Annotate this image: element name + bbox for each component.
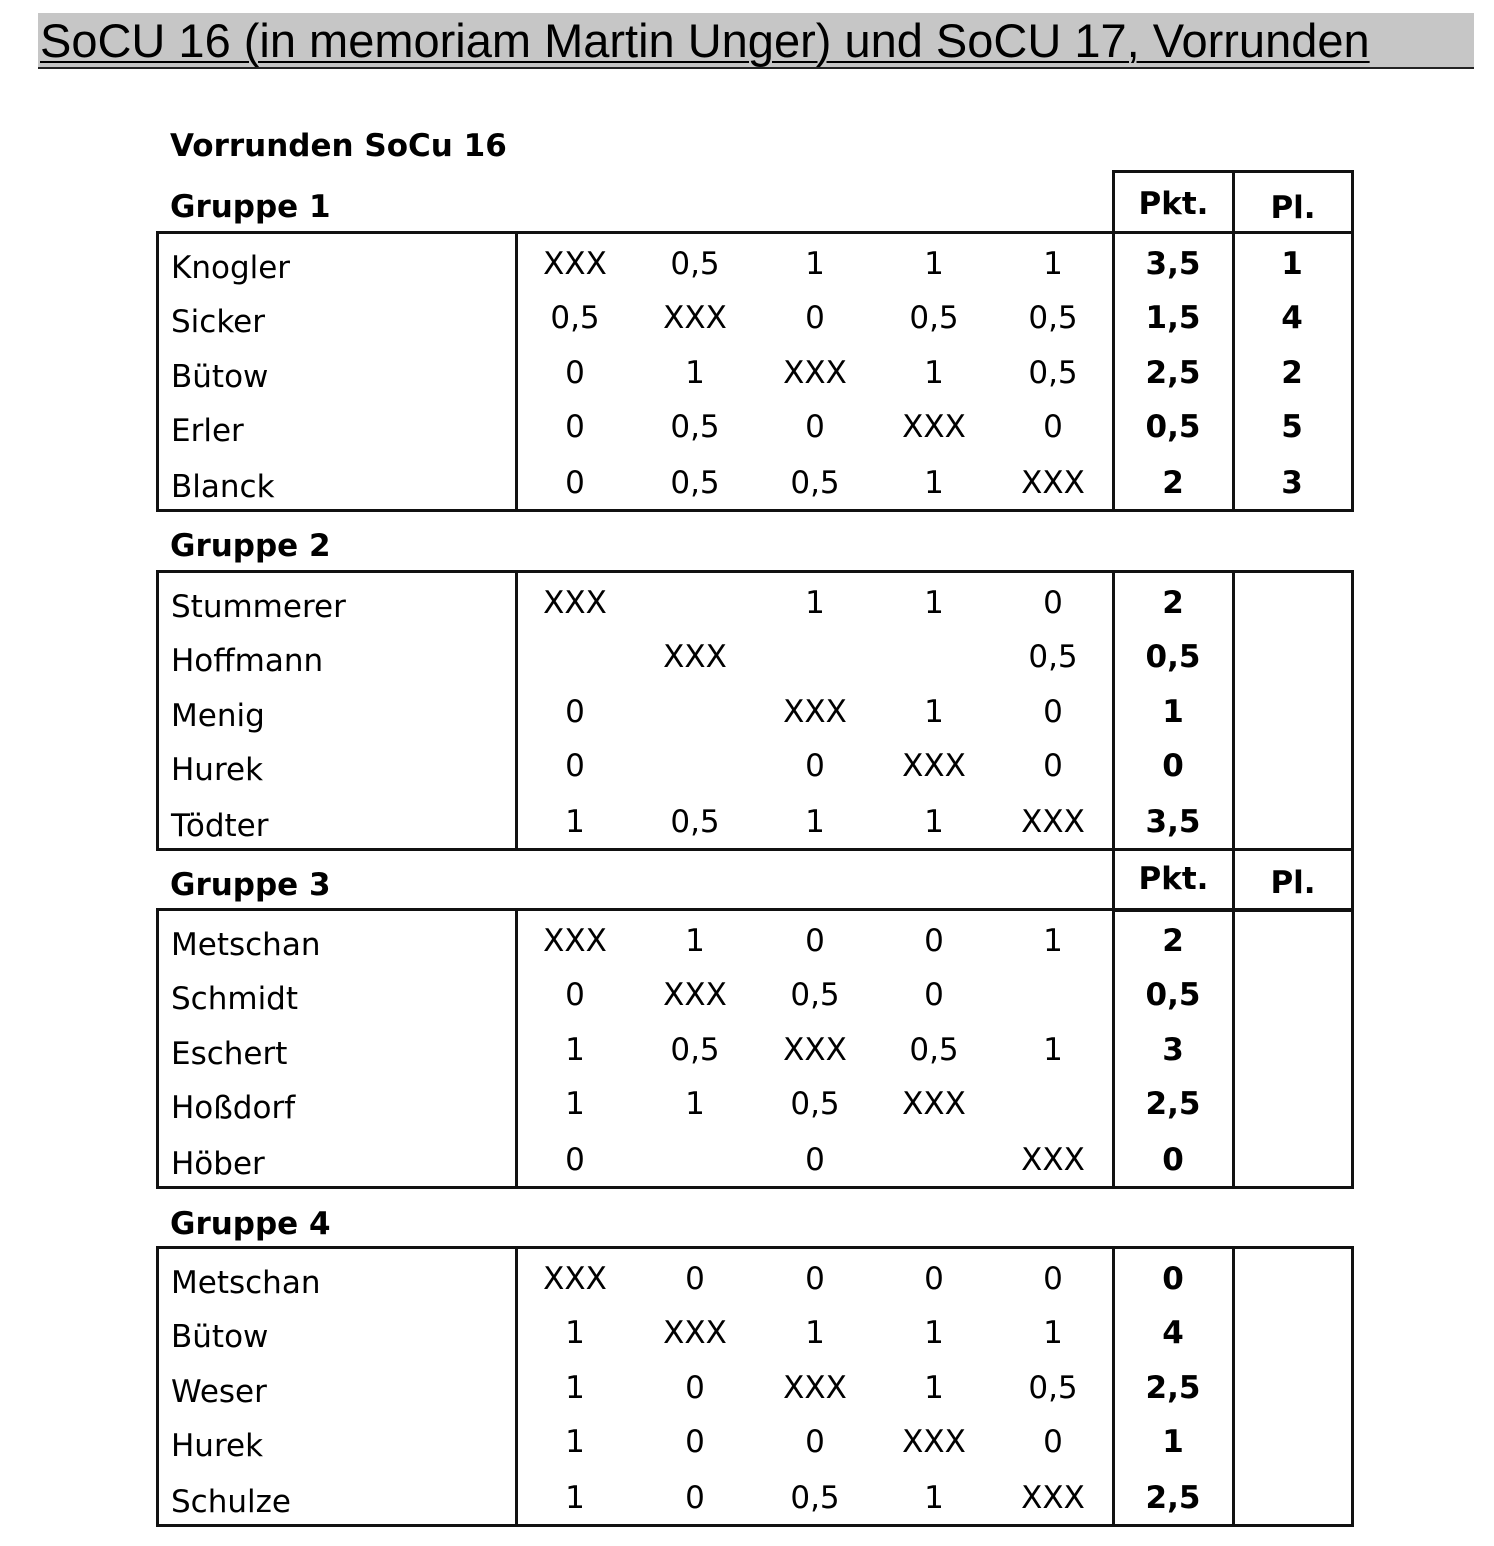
result-cell: 0 bbox=[565, 465, 585, 501]
points-cell: 0 bbox=[1162, 748, 1184, 784]
player-name: Hurek bbox=[171, 752, 264, 788]
player-name: Hoffmann bbox=[171, 643, 324, 679]
result-cell: XXX bbox=[663, 977, 727, 1013]
result-cell: 1 bbox=[924, 465, 944, 501]
result-cell: XXX bbox=[543, 1261, 607, 1297]
result-cell: 1 bbox=[924, 1480, 944, 1516]
group-3-title: Gruppe 3 bbox=[170, 867, 331, 903]
result-cell: XXX bbox=[1021, 1480, 1085, 1516]
points-cell: 0,5 bbox=[1145, 639, 1201, 675]
result-cell: 0 bbox=[565, 1142, 585, 1178]
table-row bbox=[159, 739, 1351, 794]
player-name: Schmidt bbox=[171, 981, 299, 1017]
player-name: Tödter bbox=[171, 808, 269, 844]
result-cell: XXX bbox=[663, 639, 727, 675]
result-cell: 0 bbox=[565, 977, 585, 1013]
result-cell: 0,5 bbox=[670, 804, 720, 840]
result-cell: 1 bbox=[924, 804, 944, 840]
table-row bbox=[159, 795, 1351, 850]
result-cell: 0 bbox=[565, 694, 585, 730]
result-cell: 0 bbox=[805, 409, 825, 445]
result-cell: XXX bbox=[783, 1032, 847, 1068]
result-cell: 1 bbox=[805, 246, 825, 282]
player-name: Hoßdorf bbox=[171, 1090, 296, 1126]
result-cell: XXX bbox=[543, 246, 607, 282]
table-row bbox=[159, 237, 1351, 292]
result-cell: XXX bbox=[1021, 465, 1085, 501]
result-cell: 0 bbox=[1043, 409, 1063, 445]
place-cell: 4 bbox=[1281, 300, 1303, 336]
player-name: Stummerer bbox=[171, 589, 346, 625]
result-cell: 1 bbox=[1043, 1032, 1063, 1068]
points-cell: 2,5 bbox=[1145, 1480, 1201, 1516]
player-name: Erler bbox=[171, 413, 244, 449]
section-title: Vorrunden SoCu 16 bbox=[170, 128, 507, 164]
result-cell: 0 bbox=[805, 748, 825, 784]
result-cell: 1 bbox=[924, 1315, 944, 1351]
points-cell: 2,5 bbox=[1145, 355, 1201, 391]
result-cell: 0 bbox=[1043, 1424, 1063, 1460]
result-cell: 1 bbox=[565, 804, 585, 840]
player-name: Menig bbox=[171, 698, 265, 734]
result-cell: 0,5 bbox=[1028, 639, 1078, 675]
table-row bbox=[159, 1471, 1351, 1526]
result-cell: 0 bbox=[805, 1142, 825, 1178]
place-cell bbox=[1232, 739, 1352, 794]
result-cell: 0 bbox=[805, 923, 825, 959]
result-cell: 0 bbox=[685, 1370, 705, 1406]
points-cell: 2 bbox=[1162, 465, 1184, 501]
points-cell: 2,5 bbox=[1145, 1086, 1201, 1122]
result-cell: XXX bbox=[663, 300, 727, 336]
result-cell: 1 bbox=[1043, 246, 1063, 282]
result-cell: 1 bbox=[685, 355, 705, 391]
player-name: Eschert bbox=[171, 1036, 288, 1072]
result-cell: 0 bbox=[805, 1424, 825, 1460]
place-header: Pl. bbox=[1232, 170, 1354, 234]
result-cell: 0,5 bbox=[790, 1086, 840, 1122]
result-cell: 0 bbox=[1043, 1261, 1063, 1297]
result-cell bbox=[635, 739, 755, 794]
result-cell: XXX bbox=[902, 1424, 966, 1460]
result-cell: XXX bbox=[902, 1086, 966, 1122]
group-1-title: Gruppe 1 bbox=[170, 189, 331, 225]
result-cell: 0 bbox=[565, 355, 585, 391]
points-cell: 2 bbox=[1162, 585, 1184, 621]
place-cell bbox=[1232, 576, 1352, 631]
result-cell: XXX bbox=[902, 409, 966, 445]
result-cell: 0,5 bbox=[909, 300, 959, 336]
place-cell bbox=[1232, 1471, 1352, 1526]
result-cell: 1 bbox=[685, 1086, 705, 1122]
points-cell: 3,5 bbox=[1145, 804, 1201, 840]
result-cell bbox=[635, 685, 755, 740]
table-row bbox=[159, 968, 1351, 1023]
result-cell: 0,5 bbox=[909, 1032, 959, 1068]
result-cell: XXX bbox=[543, 585, 607, 621]
result-cell: 1 bbox=[565, 1032, 585, 1068]
place-cell bbox=[1232, 968, 1352, 1023]
result-cell: 1 bbox=[565, 1086, 585, 1122]
result-cell: XXX bbox=[783, 694, 847, 730]
place-cell bbox=[1232, 1133, 1352, 1188]
result-cell: 1 bbox=[565, 1370, 585, 1406]
result-cell: 0 bbox=[805, 1261, 825, 1297]
points-cell: 4 bbox=[1162, 1315, 1184, 1351]
group-1-table bbox=[156, 231, 1354, 512]
result-cell: 0 bbox=[565, 748, 585, 784]
place-cell bbox=[1232, 685, 1352, 740]
result-cell: 0 bbox=[685, 1480, 705, 1516]
place-cell bbox=[1232, 1023, 1352, 1078]
result-cell: 0,5 bbox=[790, 977, 840, 1013]
table-row bbox=[159, 1306, 1351, 1361]
points-cell: 1 bbox=[1162, 694, 1184, 730]
result-cell: 1 bbox=[924, 1370, 944, 1406]
place-cell bbox=[1232, 1252, 1352, 1307]
result-cell: XXX bbox=[663, 1315, 727, 1351]
result-cell: XXX bbox=[543, 923, 607, 959]
table-row bbox=[159, 914, 1351, 969]
points-cell: 3 bbox=[1162, 1032, 1184, 1068]
result-cell: 0,5 bbox=[790, 465, 840, 501]
result-cell: 1 bbox=[805, 804, 825, 840]
result-cell: 0 bbox=[685, 1261, 705, 1297]
player-name: Bütow bbox=[171, 1319, 269, 1355]
group-2-table bbox=[156, 570, 1354, 851]
result-cell: 1 bbox=[1043, 1315, 1063, 1351]
place-cell bbox=[1232, 914, 1352, 969]
table-row bbox=[159, 456, 1351, 511]
player-name: Schulze bbox=[171, 1484, 291, 1520]
result-cell: 0,5 bbox=[790, 1480, 840, 1516]
place-cell bbox=[1232, 1306, 1352, 1361]
result-cell bbox=[635, 1133, 755, 1188]
result-cell: 0 bbox=[805, 300, 825, 336]
result-cell: 0 bbox=[1043, 585, 1063, 621]
result-cell: 0,5 bbox=[550, 300, 600, 336]
result-cell: 0,5 bbox=[1028, 355, 1078, 391]
table-row bbox=[159, 1077, 1351, 1132]
player-name: Metschan bbox=[171, 927, 321, 963]
result-cell: 1 bbox=[805, 1315, 825, 1351]
table-row bbox=[159, 1415, 1351, 1470]
place-cell bbox=[1232, 795, 1352, 850]
result-cell bbox=[515, 630, 635, 685]
result-cell: 0 bbox=[924, 977, 944, 1013]
result-cell: 0 bbox=[565, 409, 585, 445]
group-2-title: Gruppe 2 bbox=[170, 528, 331, 564]
place-cell bbox=[1232, 1077, 1352, 1132]
player-name: Weser bbox=[171, 1374, 267, 1410]
player-name: Bütow bbox=[171, 359, 269, 395]
result-cell: 0 bbox=[924, 923, 944, 959]
table-row bbox=[159, 1361, 1351, 1416]
result-cell: XXX bbox=[1021, 804, 1085, 840]
result-cell: 0 bbox=[924, 1261, 944, 1297]
points-header: Pkt. bbox=[1112, 848, 1235, 912]
result-cell: 0,5 bbox=[1028, 1370, 1078, 1406]
result-cell bbox=[993, 968, 1113, 1023]
place-cell: 1 bbox=[1281, 246, 1303, 282]
result-cell: 1 bbox=[805, 585, 825, 621]
table-row bbox=[159, 576, 1351, 631]
points-cell: 3,5 bbox=[1145, 246, 1201, 282]
place-cell: 2 bbox=[1281, 355, 1303, 391]
result-cell: 0,5 bbox=[670, 465, 720, 501]
group-4-title: Gruppe 4 bbox=[170, 1206, 331, 1242]
points-cell: 1,5 bbox=[1145, 300, 1201, 336]
result-cell: 1 bbox=[924, 246, 944, 282]
place-cell bbox=[1232, 1415, 1352, 1470]
player-name: Blanck bbox=[171, 469, 275, 505]
result-cell: 1 bbox=[565, 1480, 585, 1516]
points-cell: 0,5 bbox=[1145, 409, 1201, 445]
result-cell: 1 bbox=[924, 355, 944, 391]
player-name: Sicker bbox=[171, 304, 265, 340]
result-cell: XXX bbox=[1021, 1142, 1085, 1178]
page-title: SoCU 16 (in memoriam Martin Unger) und SoCU 17, Vorrunden bbox=[38, 13, 1474, 69]
result-cell: 0,5 bbox=[1028, 300, 1078, 336]
points-cell: 0 bbox=[1162, 1261, 1184, 1297]
result-cell: 1 bbox=[1043, 923, 1063, 959]
points-cell: 1 bbox=[1162, 1424, 1184, 1460]
points-cell: 2 bbox=[1162, 923, 1184, 959]
points-cell: 0 bbox=[1162, 1142, 1184, 1178]
result-cell bbox=[635, 576, 755, 631]
player-name: Metschan bbox=[171, 1265, 321, 1301]
table-row bbox=[159, 1133, 1351, 1188]
result-cell bbox=[755, 630, 875, 685]
result-cell: 0 bbox=[1043, 748, 1063, 784]
result-cell: 0,5 bbox=[670, 1032, 720, 1068]
result-cell: 1 bbox=[565, 1315, 585, 1351]
player-name: Höber bbox=[171, 1146, 265, 1182]
table-row bbox=[159, 291, 1351, 346]
points-cell: 2,5 bbox=[1145, 1370, 1201, 1406]
group-3-table bbox=[156, 908, 1354, 1189]
table-row bbox=[159, 1023, 1351, 1078]
points-cell: 0,5 bbox=[1145, 977, 1201, 1013]
table-row bbox=[159, 346, 1351, 401]
result-cell: 0 bbox=[685, 1424, 705, 1460]
group-4-table bbox=[156, 1246, 1354, 1527]
table-row bbox=[159, 1252, 1351, 1307]
place-cell bbox=[1232, 1361, 1352, 1416]
player-name: Hurek bbox=[171, 1428, 264, 1464]
table-row bbox=[159, 400, 1351, 455]
result-cell: 0,5 bbox=[670, 246, 720, 282]
result-cell: 1 bbox=[685, 923, 705, 959]
table-row bbox=[159, 685, 1351, 740]
points-header: Pkt. bbox=[1112, 170, 1235, 234]
place-cell: 3 bbox=[1281, 465, 1303, 501]
result-cell: 0,5 bbox=[670, 409, 720, 445]
table-row bbox=[159, 630, 1351, 685]
result-cell bbox=[993, 1077, 1113, 1132]
place-header: Pl. bbox=[1232, 848, 1354, 912]
result-cell: 0 bbox=[1043, 694, 1063, 730]
result-cell: 1 bbox=[924, 694, 944, 730]
result-cell: XXX bbox=[902, 748, 966, 784]
result-cell: 1 bbox=[565, 1424, 585, 1460]
result-cell: 1 bbox=[924, 585, 944, 621]
result-cell bbox=[874, 1133, 994, 1188]
place-cell: 5 bbox=[1281, 409, 1303, 445]
place-cell bbox=[1232, 630, 1352, 685]
player-name: Knogler bbox=[171, 250, 291, 286]
result-cell bbox=[874, 630, 994, 685]
result-cell: XXX bbox=[783, 1370, 847, 1406]
result-cell: XXX bbox=[783, 355, 847, 391]
